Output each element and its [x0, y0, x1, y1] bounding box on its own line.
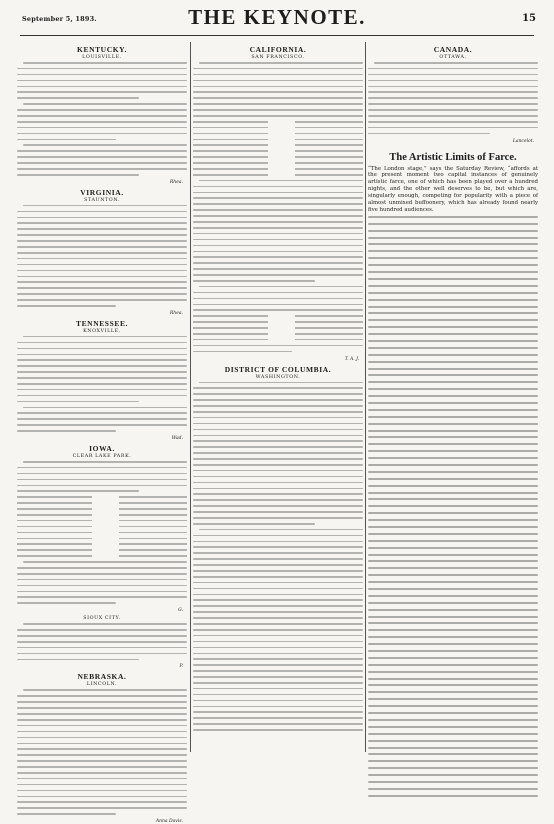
page-number: 15: [522, 13, 536, 24]
column-divider: [190, 42, 191, 752]
section-heading-iowa: IOWA.: [89, 443, 115, 453]
section-city-ottawa: OTTAWA.: [439, 55, 467, 60]
correspondent-signature: T. A. J.: [344, 356, 359, 362]
correspondent-signature: Anna Davis.: [155, 819, 183, 824]
column-right: [368, 42, 538, 752]
section-heading-district-of-columbia: DISTRICT OF COLUMBIA.: [224, 364, 332, 374]
section-city-sioux-city: SIOUX CITY.: [83, 616, 121, 622]
section-heading-tennessee: TENNESSEE.: [75, 318, 129, 328]
column-divider: [365, 42, 366, 752]
section-heading-kentucky: KENTUCKY.: [77, 45, 127, 54]
canada-body: [368, 62, 538, 134]
section-heading-canada: CANADA.: [433, 45, 473, 54]
section-city-lincoln: LINCOLN.: [86, 682, 118, 688]
section-heading-nebraska: NEBRASKA.: [77, 672, 127, 682]
article-title: The Artistic Limits of Farce.: [389, 151, 517, 163]
section-city-clear-lake-park: CLEAR LAKE PARK.: [72, 453, 132, 459]
article-body: [368, 216, 538, 797]
issue-date: September 5, 1893.: [22, 15, 97, 23]
section-city-washington: WASHINGTON.: [255, 374, 301, 380]
section-city-staunton: STAUNTON.: [84, 197, 120, 203]
section-city-knoxville: KNOXVILLE.: [83, 328, 121, 334]
column-middle: [193, 42, 363, 752]
masthead-rule: [20, 35, 534, 36]
section-heading-california: CALIFORNIA.: [249, 45, 307, 54]
correspondent-signature: Rhea.: [169, 310, 183, 316]
article-lead: “The London stage,” says the Saturday Review, “affords at the present moment two capital instances of genuinely artistic farce, one of which has been played over a hundred nights, and the other well deserves to be, but which are, singularly enough, competing for popularity with a piece of almost unmixed buffoonery, which has already found nearly five hundred audiences.: [368, 165, 538, 214]
virginia-body: [17, 205, 187, 307]
publication-title: THE KEYNOTE.: [188, 5, 366, 29]
correspondent-signature: P.: [179, 664, 183, 670]
column-left: [17, 42, 187, 824]
correspondent-signature: Lancelot.: [512, 138, 534, 144]
dc-body: [193, 382, 363, 731]
correspondent-signature: Wad.: [171, 435, 183, 441]
nebraska-body: [17, 689, 187, 814]
california-body: [193, 62, 363, 352]
masthead: [14, 0, 540, 38]
correspondent-signature: Rhea.: [169, 179, 183, 185]
kentucky-body: [17, 62, 187, 176]
tennessee-body: [17, 336, 187, 432]
iowa-body: [17, 461, 187, 604]
section-city-louisville: LOUISVILLE.: [82, 55, 122, 60]
section-city-san-francisco: SAN FRANCISCO.: [251, 55, 305, 60]
section-heading-virginia: VIRGINIA.: [80, 187, 124, 197]
correspondent-signature: G.: [178, 608, 183, 614]
sioux-city-body: [17, 623, 187, 660]
